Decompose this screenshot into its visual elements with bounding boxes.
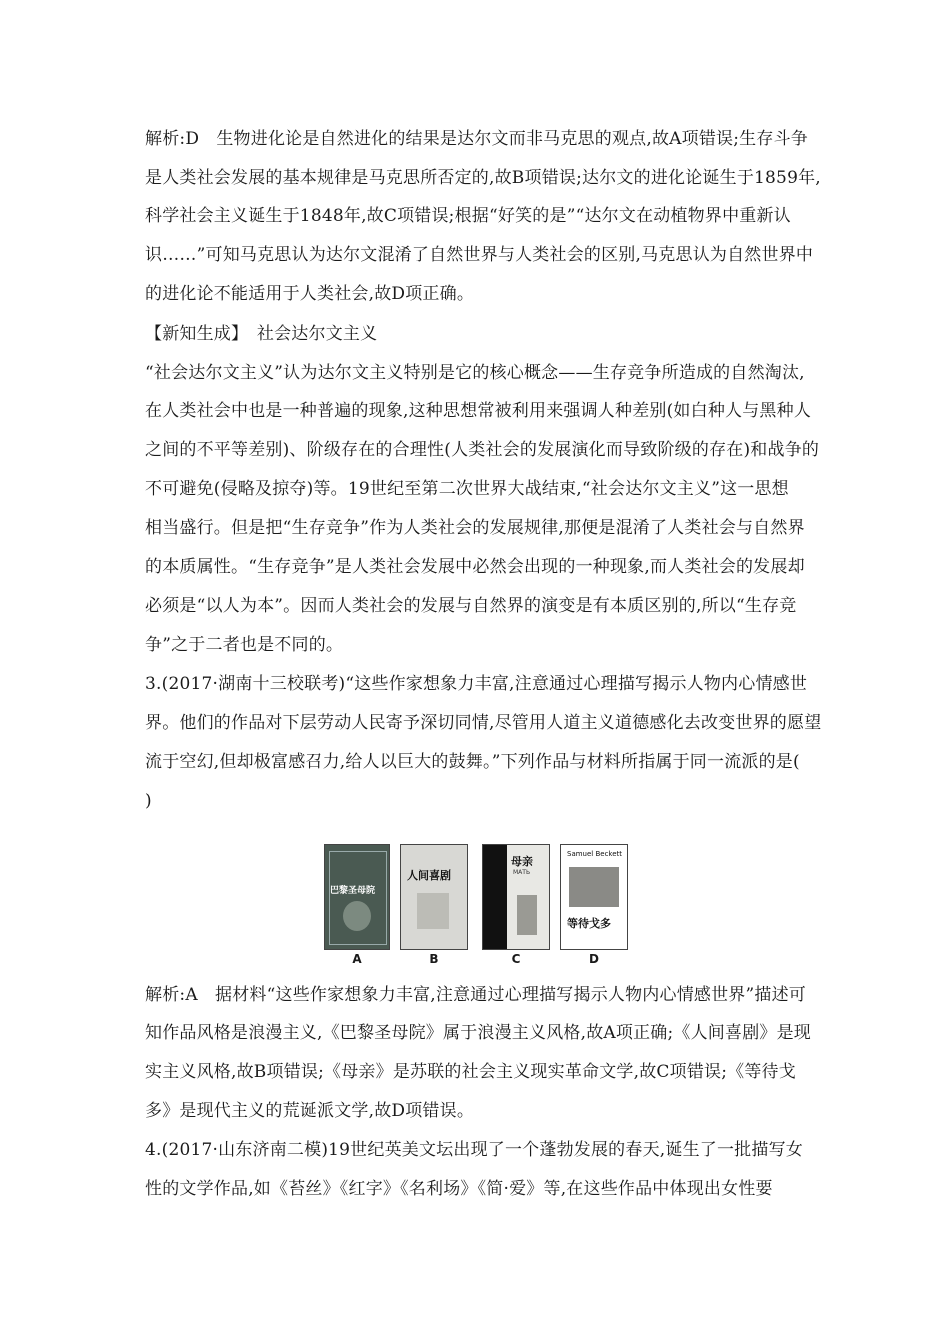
question-line: 流于空幻,但却极富感召力,给人以巨大的鼓舞。”下列作品与材料所指属于同一流派的是( — [145, 752, 800, 772]
book-cover-d — [560, 844, 628, 950]
text-line: 识……”可知马克思认为达尔文混淆了自然世界与人类社会的区别,马克思认为自然世界中 — [145, 245, 814, 265]
book-author: Samuel Beckett — [567, 850, 623, 858]
book-title: 巴黎圣母院 — [330, 886, 376, 896]
cover-illustration — [343, 901, 371, 931]
book-title: 人间喜剧 — [407, 869, 451, 882]
text-line: 解析:A 据材料“这些作家想象力丰富,注意通过心理描写揭示人物内心情感世界”描述可 — [145, 985, 806, 1005]
section-heading: 【新知生成】 社会达尔文主义 — [145, 324, 378, 344]
text-line: 科学社会主义诞生于1848年,故C项错误;根据“好笑的是”“达尔文在动植物界中重新认 — [145, 206, 791, 226]
question-line: 3.(2017·湖南十三校联考)“这些作家想象力丰富,注意通过心理描写揭示人物内心情感世 — [145, 674, 808, 694]
text-line: 多》是现代主义的荒诞派文学,故D项错误。 — [145, 1101, 475, 1121]
text-line: 之间的不平等差别)、阶级存在的合理性(人类社会的发展演化而导致阶级的存在)和战争的 — [145, 440, 820, 460]
option-label: B — [429, 952, 439, 966]
question-line: 界。他们的作品对下层劳动人民寄予深切同情,尽管用人道主义道德感化去改变世界的愿望 — [145, 713, 822, 733]
text-line: 必须是“以人为本”。因而人类社会的发展与自然界的演变是有本质区别的,所以“生存竞 — [145, 596, 797, 616]
cover-spine-band — [483, 845, 507, 950]
book-subtitle: МАТЬ — [513, 869, 531, 876]
text-line: 不可避免(侵略及掠夺)等。19世纪至第二次世界大战结束,“社会达尔文主义”这一思想 — [145, 479, 789, 499]
text-line: 争”之于二者也是不同的。 — [145, 635, 344, 655]
cover-illustration — [417, 893, 449, 929]
text-line: 相当盛行。但是把“生存竞争”作为人类社会的发展规律,那便是混淆了人类社会与自然界 — [145, 518, 805, 538]
book-title: 等待戈多 — [567, 917, 611, 930]
option-label: C — [511, 952, 521, 966]
text-line: “社会达尔文主义”认为达尔文主义特别是它的核心概念——生存竞争所造成的自然淘汰, — [145, 363, 805, 383]
book-cover-a — [324, 844, 390, 950]
question-line: ) — [145, 791, 152, 811]
text-line: 是人类社会发展的基本规律是马克思所否定的,故B项错误;达尔文的进化论诞生于1859年, — [145, 168, 821, 188]
book-cover-c — [482, 844, 550, 950]
question-line: 性的文学作品,如《苔丝》《红字》《名利场》《简·爱》等,在这些作品中体现出女性要 — [145, 1179, 773, 1199]
cover-illustration — [517, 895, 537, 935]
text-line: 的进化论不能适用于人类社会,故D项正确。 — [145, 284, 475, 304]
question-line: 4.(2017·山东济南二模)19世纪英美文坛出现了一个蓬勃发展的春天,诞生了一批描写女 — [145, 1140, 803, 1160]
book-cover-b — [400, 844, 468, 950]
text-line: 解析:D 生物进化论是自然进化的结果是达尔文而非马克思的观点,故A项错误;生存斗争 — [145, 129, 808, 149]
text-line: 实主义风格,故B项错误;《母亲》是苏联的社会主义现实革命文学,故C项错误;《等待戈 — [145, 1062, 796, 1082]
cover-illustration — [569, 867, 619, 907]
book-title: 母亲 — [511, 855, 533, 868]
option-label: D — [589, 952, 599, 966]
text-line: 的本质属性。“生存竞争”是人类社会发展中必然会出现的一种现象,而人类社会的发展却 — [145, 557, 805, 577]
option-label: A — [352, 952, 362, 966]
text-line: 知作品风格是浪漫主义,《巴黎圣母院》属于浪漫主义风格,故A项正确;《人间喜剧》是现 — [145, 1023, 812, 1043]
book-covers-figure — [324, 844, 644, 964]
text-line: 在人类社会中也是一种普遍的现象,这种思想常被利用来强调人种差别(如白种人与黑种人 — [145, 401, 812, 421]
